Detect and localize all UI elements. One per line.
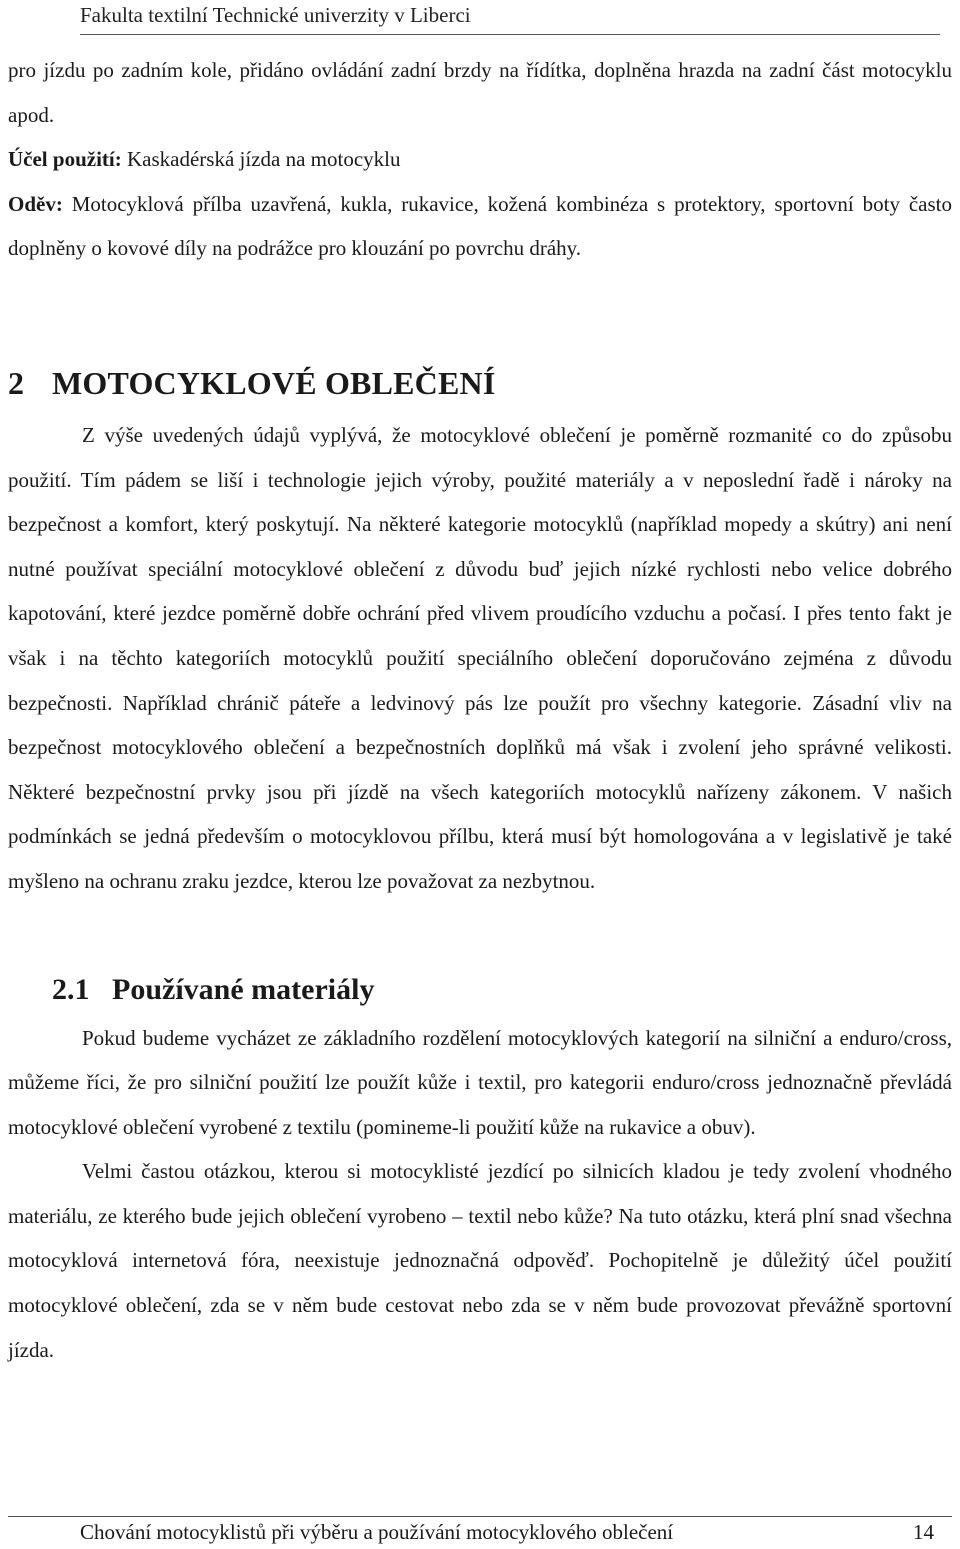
clothing-label: Oděv: <box>8 191 63 216</box>
section-2-heading <box>8 359 952 407</box>
page-number: 14 <box>913 1520 934 1544</box>
intro-continuation: pro jízdu po zadním kole, přidáno ovládání zadní brzdy na řídítka, doplněna hrazda na zadní část motocyklu apod. <box>8 58 952 127</box>
footer-title: Chování motocyklistů při výběru a používání motocyklového oblečení <box>80 1520 674 1544</box>
purpose-line <box>8 137 952 182</box>
clothing-text: Motocyklová přílba uzavřená, kukla, rukavice, kožená kombinéza s protektory, sportovní boty často doplněny o kovové díly na podrážce pro klouzání po povrchu dráhy. <box>8 191 952 261</box>
section-2-1-paragraph-2: Velmi častou otázkou, kterou si motocyklisté jezdící po silnicích kladou je tedy zvolení vhodného materiálu, ze kterého bude jejich oblečení vyrobeno – textil nebo kůže? Na tuto otázku, která plní snad všechna motocyklová internetová fóra, neexistuje jednoznačná odpověď. Pochopitelně je důležitý účel použití motocyklové oblečení, zda se v něm bude cestovat nebo zda se v něm bude provozovat převážně sportovní jízda. <box>8 1159 952 1362</box>
section-2-1-paragraph-1: Pokud budeme vycházet ze základního rozdělení motocyklových kategorií na silniční a enduro/cross, můžeme říci, že pro silniční použití lze použít kůže i textil, pro kategorii enduro/cross jednoznačně převládá motocyklové oblečení vyrobené z textilu (pomineme-li použití kůže na rukavice a obuv). <box>8 1025 952 1139</box>
section-2-number: 2 <box>8 364 25 401</box>
document-body <box>8 48 952 1372</box>
section-2-1-title: Používané materiály <box>112 972 375 1006</box>
purpose-label: Účel použití: <box>8 147 122 172</box>
purpose-text: Kaskadérská jízda na motocyklu <box>121 147 401 172</box>
section-2-1-heading <box>52 966 952 1014</box>
clothing-paragraph <box>8 182 952 271</box>
page-header <box>80 0 940 35</box>
header-text: Fakulta textilní Technické univerzity v Liberci <box>80 3 471 27</box>
section-2-title: MOTOCYKLOVÉ OBLEČENÍ <box>52 364 496 401</box>
page-footer <box>8 1516 952 1549</box>
section-2-1-number: 2.1 <box>52 972 90 1006</box>
section-2-paragraph: Z výše uvedených údajů vyplývá, že motocyklové oblečení je poměrně rozmanité co do způsobu použití. Tím pádem se liší i technologie jejich výroby, použité materiály a v neposlední řadě i nároky na bezpečnost a komfort, který poskytují. Na některé kategorie motocyklů (například mopedy a skútry) ani není nutné používat speciální motocyklové oblečení z důvodu buď jejich nízké rychlosti nebo velice dobrého kapotování, které jezdce poměrně dobře ochrání před vlivem proudícího vzduchu a počasí. I přes tento fakt je však i na těchto kategoriích motocyklů použití speciálního oblečení doporučováno zejména z důvodu bezpečnosti. Například chránič páteře a ledvinový pás lze použít pro všechny kategorie. Zásadní vliv na bezpečnost motocyklového oblečení a bezpečnostních doplňků má však i zvolení jeho správné velikosti. Některé bezpečnostní prvky jsou při jízdě na všech kategoriích motocyklů nařízeny zákonem. V našich podmínkách se jedná především o motocyklovou přílbu, která musí být homologována a v legislativě je také myšleno na ochranu zraku jezdce, kterou lze považovat za nezbytnou. <box>8 422 952 893</box>
